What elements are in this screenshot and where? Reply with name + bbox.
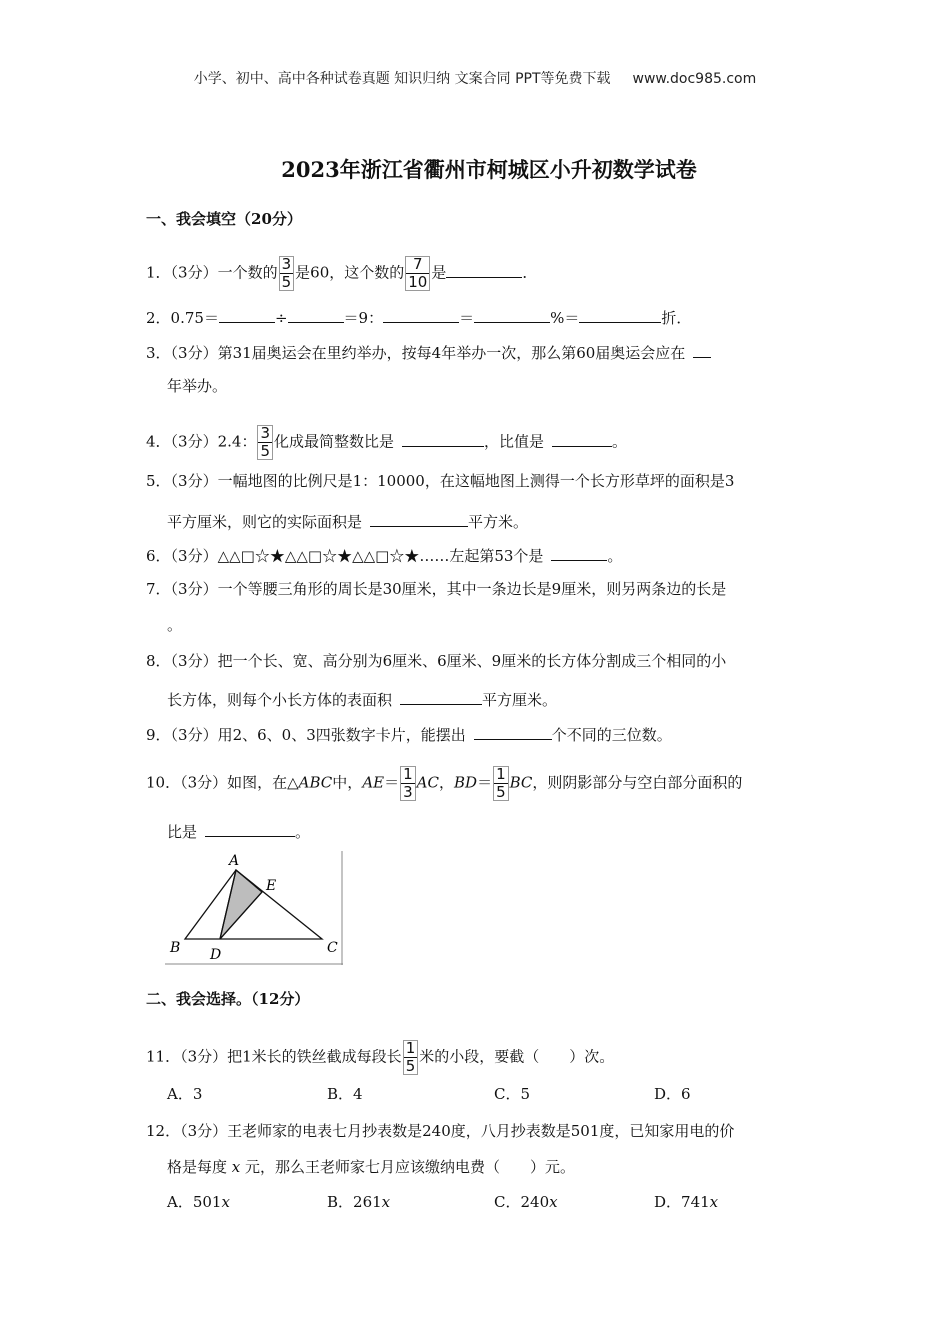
answer-blank[interactable] [552, 432, 612, 447]
label-c: C [327, 940, 338, 956]
fraction-1-3: $\frac{1}{3}$ [400, 766, 416, 801]
fraction-1-5: $\frac{1}{5}$ [403, 1040, 419, 1075]
answer-blank[interactable] [370, 512, 468, 527]
fraction-1-5: $\frac{1}{5}$ [493, 766, 509, 801]
label-e: E [266, 878, 277, 894]
option-d[interactable]: D．741x [654, 1193, 719, 1211]
answer-blank[interactable] [474, 308, 550, 323]
label-a: A [229, 853, 240, 869]
question-8: 8．（3分）把一个长、宽、高分别为6厘米、6厘米、9厘米的长方体分割成三个相同的小 [146, 652, 727, 670]
banner-text: 小学、初中、高中各种试卷真题 知识归纳 文案合同 PPT等免费下载 [193, 71, 611, 87]
answer-blank[interactable] [288, 308, 344, 323]
option-c[interactable]: C．5 [494, 1085, 531, 1103]
option-d[interactable]: D．6 [654, 1085, 691, 1103]
question-6: 6．（3分）△△□☆★△△□☆★△△□☆★……左起第53个是 。 [146, 547, 623, 565]
shaded-triangle-ade [220, 870, 262, 939]
question-7: 7．（3分）一个等腰三角形的周长是30厘米，其中一条边长是9厘米，则另两条边的长是 [146, 580, 727, 598]
answer-blank[interactable] [383, 308, 459, 323]
question-8-line2: 长方体，则每个小长方体的表面积 平方厘米。 [167, 691, 558, 709]
answer-blank[interactable] [402, 432, 484, 447]
answer-blank[interactable] [205, 822, 295, 837]
answer-blank[interactable] [400, 690, 482, 705]
question-10-line2: 比是 。 [167, 823, 311, 841]
fraction-7-10: $\frac{7}{10}$ [405, 256, 430, 291]
label-d: D [210, 947, 222, 963]
question-3: 3．（3分）第31届奥运会在里约举办，按每4年举办一次，那么第60届奥运会应在 [146, 343, 711, 361]
answer-blank[interactable] [579, 308, 661, 323]
question-4: 4．（3分）2.4： $\frac{3}{5}$ 化成最简整数比是 ，比值是 。 [146, 424, 628, 460]
triangle-figure [165, 851, 343, 965]
page-title: 2023年浙江省衢州市柯城区小升初数学试卷 [281, 157, 697, 182]
answer-blank[interactable] [474, 725, 552, 740]
question-12: 12．（3分）王老师家的电表七月抄表数是240度，八月抄表数是501度，已知家用电的价 [146, 1122, 735, 1140]
option-c[interactable]: C．240x [494, 1193, 558, 1211]
fraction-3-5: $\frac{3}{5}$ [257, 425, 273, 460]
banner-site-link[interactable]: www.doc985.com [632, 71, 757, 87]
answer-blank[interactable] [693, 343, 711, 358]
fraction-3-5: $\frac{3}{5}$ [279, 256, 295, 291]
question-9: 9．（3分）用2、6、0、3四张数字卡片，能摆出 个不同的三位数。 [146, 726, 672, 744]
header-banner [0, 72, 950, 86]
question-12-line2: 格是每度 x 元，那么王老师家七月应该缴纳电费（ ）元。 [167, 1158, 576, 1176]
answer-blank[interactable] [551, 546, 607, 561]
answer-blank[interactable] [446, 263, 522, 278]
question-1: 1．（3分）一个数的 $\frac{3}{5}$ 是60，这个数的 $\frac{7}{10}$ 是 ． [146, 255, 538, 291]
option-a[interactable]: A．3 [167, 1085, 203, 1103]
option-b[interactable]: B．4 [327, 1085, 363, 1103]
question-5: 5．（3分）一幅地图的比例尺是1：10000，在这幅地图上测得一个长方形草坪的面积是3 [146, 472, 735, 490]
question-3-line2: 年举办。 [167, 377, 228, 395]
section2-heading: 二、我会选择。（12分） [146, 990, 310, 1008]
label-b: B [170, 940, 181, 956]
question-7-line2: 。 [167, 616, 183, 634]
option-a[interactable]: A．501x [167, 1193, 230, 1211]
answer-blank[interactable] [219, 308, 275, 323]
option-b[interactable]: B．261x [327, 1193, 391, 1211]
section1-heading: 一、我会填空（20分） [146, 210, 302, 228]
question-10: 10．（3分）如图，在△ABC中，AE＝ $\frac{1}{3}$ AC，BD＝ $\frac{1}{5}$ BC，则阴影部分与空白部分面积的 [146, 765, 743, 801]
question-5-line2: 平方厘米，则它的实际面积是 平方米。 [167, 513, 529, 531]
question-2: 2．0.75＝ ÷ ＝9： ＝ %＝ 折． [146, 309, 692, 327]
triangle-abc [185, 870, 322, 939]
question-11: 11．（3分）把1米长的铁丝截成每段长 $\frac{1}{5}$ 米的小段，要截（ ）次。 [146, 1039, 615, 1075]
